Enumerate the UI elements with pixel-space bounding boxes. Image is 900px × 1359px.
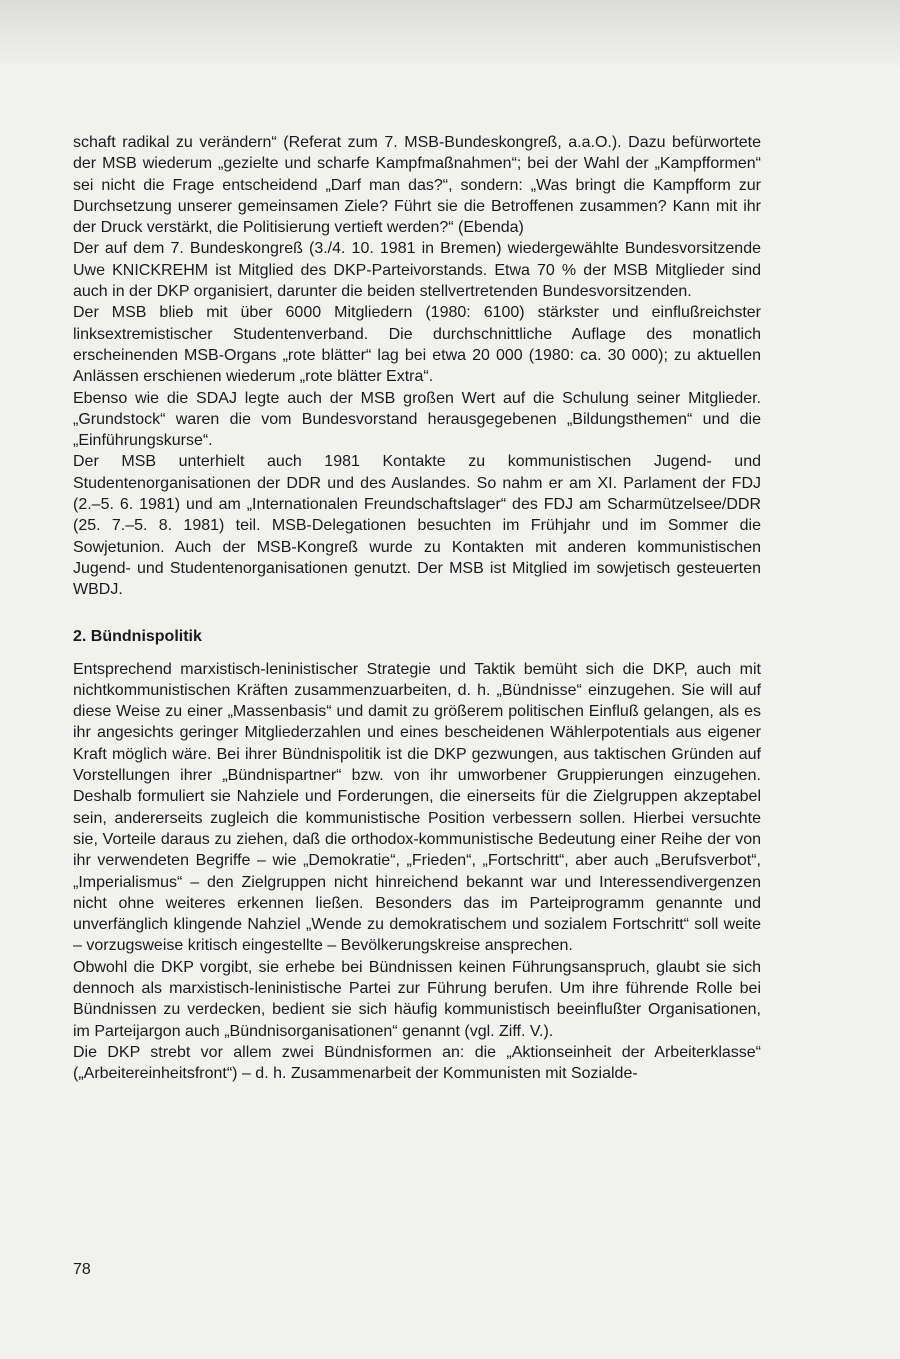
paragraph: Der auf dem 7. Bundeskongreß (3./4. 10. 1981 in Bremen) wiedergewählte Bundesvorsitzende Uwe KNICKREHM ist Mitglied des DKP-Parteivorstands. Etwa 70 % der MSB Mitglieder sind auch in der DKP organisiert, darunter die beiden stellvertretenden Bundesvorsitzenden. [73,240,761,301]
paragraph: Obwohl die DKP vorgibt, sie erhebe bei Bündnissen keinen Führungsanspruch, glaubt sie sich dennoch als marxistisch-leninistische Partei zur Führung berufen. Um ihre führende Rolle bei Bündnissen zu verdecken, bedient sie sich häufig kommunistisch beeinflußter Organisationen, im Parteijargon auch „Bündnisorganisationen“ genannt (vgl. Ziff. V.). [73,958,761,1040]
paragraph: Der MSB blieb mit über 6000 Mitgliedern (1980: 6100) stärkster und einflußreichster linksextremistischer Studentenverband. Die durchschnittliche Auflage des monatlich erscheinenden MSB-Organs „rote blätter“ lag bei etwa 20 000 (1980: ca. 30 000); zu aktuellen Anlässen erschienen wiederum „rote blätter Extra“. [73,304,761,386]
body-text [73,132,761,1084]
paragraph: schaft radikal zu verändern“ (Referat zum 7. MSB-Bundeskongreß, a.a.O.). Dazu befürwortete der MSB wiederum „gezielte und scharfe Kampfmaßnahmen“; bei der Wahl der „Kampfformen“ sei nicht die Frage entscheidend „Darf man das?“, sondern: „Was bringt die Kampfform zur Durchsetzung unserer gemeinsamen Ziele? Führt sie die Betroffenen zusammen? Kann mit ihr der Druck verstärkt, die Politisierung vertieft werden?“ (Ebenda) [73,134,761,237]
paragraph: Der MSB unterhielt auch 1981 Kontakte zu kommunistischen Jugend- und Studentenorganisationen der DDR und des Auslandes. So nahm er am XI. Parlament der FDJ (2.–5. 6. 1981) und am „Internationalen Freundschaftslager“ des FDJ am Scharmützelsee/DDR (25. 7.–5. 8. 1981) teil. MSB-Delegationen besuchten im Frühjahr und im Sommer die Sowjetunion. Auch der MSB-Kongreß wurde zu Kontakten mit anderen kommunistischen Jugend- und Studentenorganisationen genutzt. Der MSB ist Mitglied im sowjetisch gesteuerten WBDJ. [73,453,761,599]
paragraph: Ebenso wie die SDAJ legte auch der MSB großen Wert auf die Schulung seiner Mitglieder. „Grundstock“ waren die vom Bundesvorstand herausgegebenen „Bildungsthemen“ und die „Einführungskurse“. [73,389,761,450]
paragraph: Entsprechend marxistisch-leninistischer Strategie und Taktik bemüht sich die DKP, auch mit nichtkommunistischen Kräften zusammenzuarbeiten, d. h. „Bündnisse“ einzugehen. Sie will auf diese Weise zu einer „Massenbasis“ und damit zu größerem politischen Einfluß gelangen, als es ihr angesichts geringer Mitgliederzahlen und eines bescheidenen Wählerpotentials aus eigener Kraft möglich wäre. Bei ihrer Bündnispolitik ist die DKP gezwungen, aus taktischen Gründen auf Vorstellungen ihrer „Bündnispartner“ bzw. von ihr umworbener Gruppierungen einzugehen. Deshalb formuliert sie Nahziele und Forderungen, die einerseits für die Zielgruppen akzeptabel sein, andererseits zugleich die kommunistische Position verbessern sollen. Hierbei versuchte sie, Vorteile daraus zu ziehen, daß die orthodox-kommunistische Bedeutung einer Reihe der von ihr verwendeten Begriffe – wie „Demokratie“, „Frieden“, „Fortschritt“, aber auch „Berufsverbot“, „Imperialismus“ – den Zielgruppen nicht hinreichend bekannt war und Interessendivergenzen nicht ohne weiteres erkennen ließen. Besonders das im Parteiprogramm genannte und unverfänglich klingende Nahziel „Wende zu demokratischem und sozialem Fortschritt“ soll weite – vorzugsweise kritisch eingestellte – Bevölkerungskreise ansprechen. [73,660,761,955]
section-heading: 2. Bündnispolitik [73,627,202,645]
page-number: 78 [73,1261,91,1278]
paragraph: Die DKP strebt vor allem zwei Bündnisformen an: die „Aktionseinheit der Arbeiterklasse“ („Arbeitereinheitsfront“) – d. h. Zusammenarbeit der Kommunisten mit Sozialde- [73,1043,761,1083]
